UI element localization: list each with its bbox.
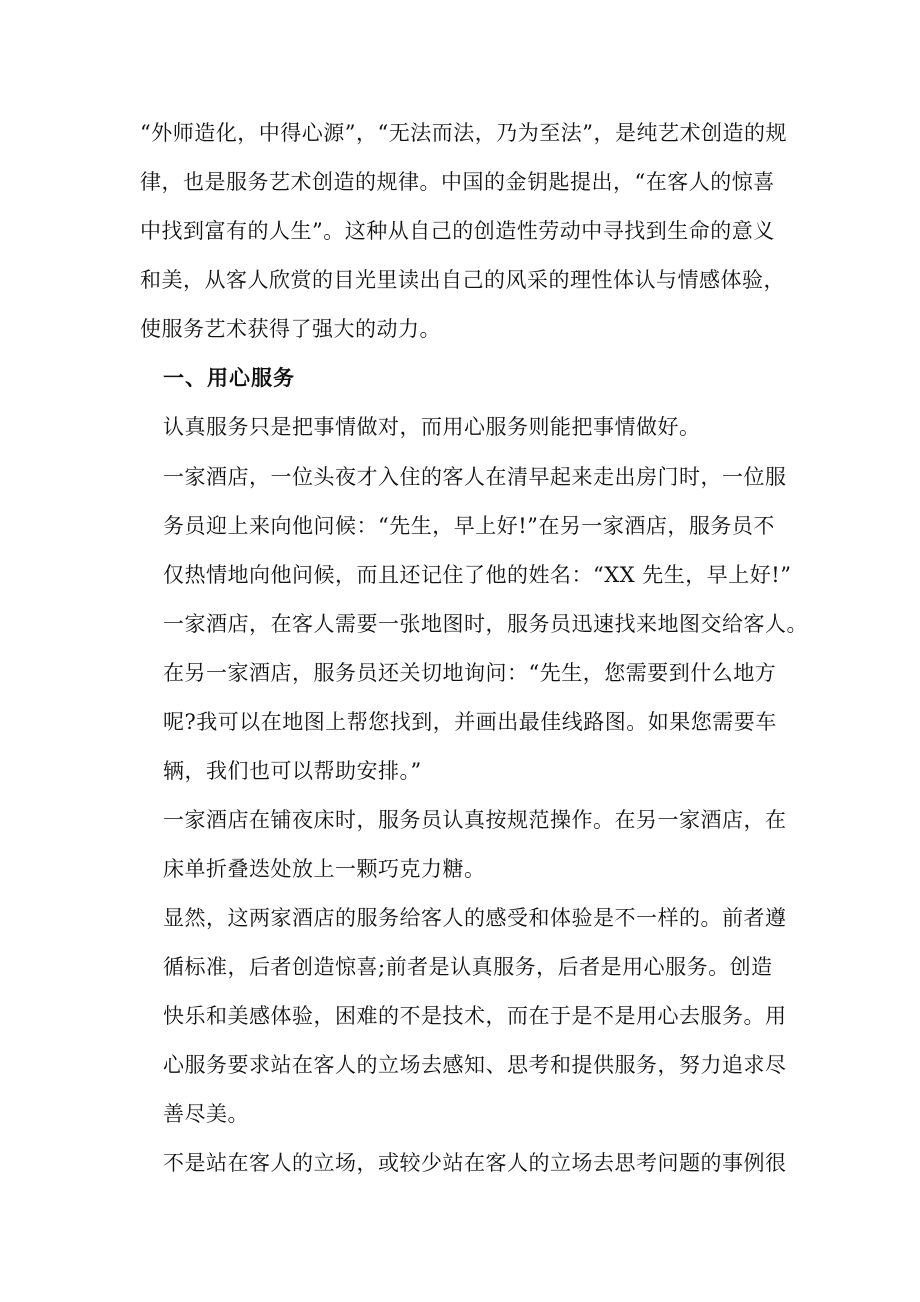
text-line: 一家酒店，一位头夜才入住的客人在清早起来走出房门时，一位服 [163,465,787,489]
text-line: 循标准，后者创造惊喜;前者是认真服务，后者是用心服务。创造 [163,955,773,979]
text-line: 善尽美。 [163,1102,249,1126]
text-line: 一家酒店，在客人需要一张地图时，服务员迅速找来地图交给客人。 [163,612,808,636]
text-line: 和美，从客人欣赏的目光里读出自己的风采的理性体认与情感体验， [140,268,785,292]
text-line: 律，也是服务艺术创造的规律。中国的金钥匙提出，“在客人的惊喜 [140,170,775,194]
text-line: 一家酒店在铺夜床时，服务员认真按规范操作。在另一家酒店，在 [163,808,787,832]
text-line: 辆，我们也可以帮助安排。” [163,759,422,783]
text-line: 认真服务只是把事情做对，而用心服务则能把事情做好。 [163,415,701,439]
section-heading: 一、用心服务 [163,366,295,390]
text-line: 心服务要求站在客人的立场去感知、思考和提供服务，努力追求尽 [163,1053,787,1077]
text-line: 中找到富有的人生”。这种从自己的创造性劳动中寻找到生命的意义 [140,219,775,243]
text-line: 仅热情地向他问候，而且还记住了他的姓名：“XX 先生，早上好!” [163,563,792,587]
text-line: 快乐和美感体验，困难的不是技术，而在于是不是用心去服务。用 [163,1004,787,1028]
text-line: 在另一家酒店，服务员还关切地询问：“先生，您需要到什么地方 [163,661,777,685]
text-line: 显然，这两家酒店的服务给客人的感受和体验是不一样的。前者遵 [163,906,787,930]
text-line: 不是站在客人的立场，或较少站在客人的立场去思考问题的事例很 [163,1151,787,1175]
text-line: 床单折叠迭处放上一颗巧克力糖。 [163,857,486,881]
text-line: 呢?我可以在地图上帮您找到，并画出最佳线路图。如果您需要车 [163,710,777,734]
text-line: “外师造化，中得心源”，“无法而法，乃为至法”，是纯艺术创造的规 [140,121,787,145]
text-line: 使服务艺术获得了强大的动力。 [140,317,441,341]
text-line: 务员迎上来向他问候：“先生，早上好!”在另一家酒店，服务员不 [163,514,775,538]
